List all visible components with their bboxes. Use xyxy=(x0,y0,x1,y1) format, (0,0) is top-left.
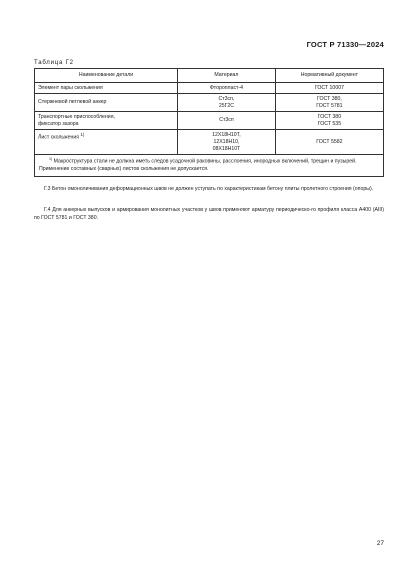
footnote-ref: 1) xyxy=(80,131,85,137)
paragraph-g4 xyxy=(34,207,384,222)
footnote-marker: 1) xyxy=(49,157,53,162)
cell-text: Ст3сп, xyxy=(218,95,235,102)
parts-table xyxy=(34,68,384,177)
table-row xyxy=(35,112,384,130)
cell-text: ГОСТ 380, xyxy=(316,95,342,102)
table-footnote-row xyxy=(35,155,384,177)
standard-header: ГОСТ Р 71330—2024 xyxy=(306,40,384,49)
column-header-document: Нормативный документ xyxy=(275,69,383,83)
footnote-text: Макроструктура стали не должна иметь следов усадочной раковины, расслоения, инородных включений, трещин и пузырей. Применение составных (сварных) листов скольжения не допускается. xyxy=(39,158,357,172)
table-footnote xyxy=(35,155,384,177)
cell-document xyxy=(275,94,383,112)
cell-material xyxy=(178,130,276,155)
cell-text: фиксатор зазора xyxy=(38,120,79,127)
cell-text: 12Х18Н10Т, xyxy=(212,131,241,138)
cell-text: Фторопласт-4 xyxy=(209,84,244,91)
cell-material xyxy=(178,94,276,112)
table-row xyxy=(35,130,384,155)
cell-document xyxy=(275,83,383,94)
cell-text: Транспортные приспособления, xyxy=(38,113,115,120)
column-header-material: Материал xyxy=(178,69,276,83)
cell-material xyxy=(178,112,276,130)
cell-text: Элемент пары скольжения xyxy=(38,84,103,91)
cell-text: ГОСТ 10007 xyxy=(314,84,344,91)
cell-name xyxy=(35,130,178,155)
cell-name xyxy=(35,112,178,130)
cell-document xyxy=(275,112,383,130)
cell-text: 08Х18Н10Т xyxy=(212,145,241,152)
column-header-name: Наименование детали xyxy=(35,69,178,83)
cell-text: ГОСТ 5582 xyxy=(316,138,343,145)
paragraph-text: Г.3 Бетон омоноличивания деформационных швов не должен уступать по характеристикам бетону плиты пролетного строения (опоры). xyxy=(44,186,374,192)
paragraph-g3 xyxy=(34,186,384,194)
page-number: 27 xyxy=(376,540,384,547)
cell-text: Ст3сп xyxy=(219,117,234,124)
cell-name xyxy=(35,83,178,94)
cell-text: ГОСТ 380 xyxy=(317,113,342,120)
cell-text: 25Г2С xyxy=(218,102,235,109)
cell-text: 12Х18Н10, xyxy=(213,138,240,145)
cell-text: ГОСТ 535 xyxy=(317,120,342,127)
table-row xyxy=(35,83,384,94)
cell-text: Стержневой петлевой анкер xyxy=(38,99,107,106)
table-caption: Таблица Г2 xyxy=(34,60,74,66)
table-header-row xyxy=(35,69,384,83)
cell-material xyxy=(178,83,276,94)
paragraph-text: Г.4 Для анкерных выпусков и армирования монолитных участков у швов применяют арматуру периодическо-го профиля класса А400 (АIII) по ГОСТ 5781 и ГОСТ 380. xyxy=(34,207,384,221)
cell-document xyxy=(275,130,383,155)
cell-text: Лист скольжения xyxy=(38,134,80,141)
cell-name xyxy=(35,94,178,112)
cell-text: ГОСТ 5781 xyxy=(316,102,343,109)
table-row xyxy=(35,94,384,112)
